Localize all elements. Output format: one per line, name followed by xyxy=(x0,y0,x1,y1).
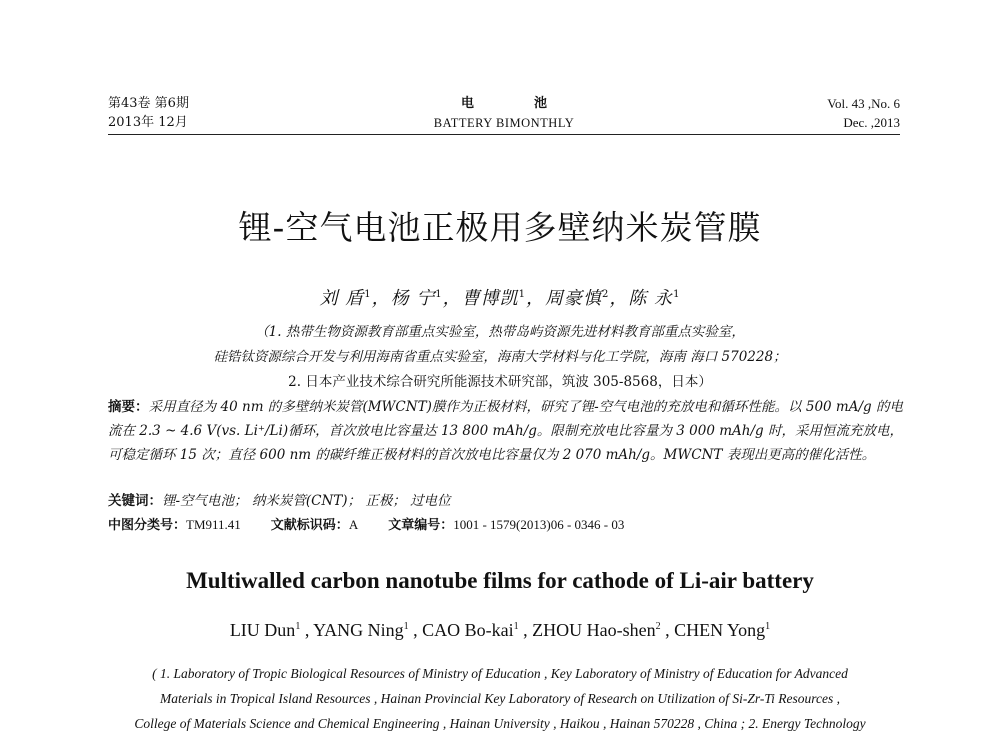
author-name: 曹博凯 xyxy=(461,288,519,309)
affiliation-mark: 1 xyxy=(364,289,372,300)
clc-label: 中图分类号： xyxy=(108,518,187,533)
paper-title-cn: 锂-空气电池正极用多壁纳米炭管膜 xyxy=(238,208,762,247)
publication-date-en: Dec. ,2013 xyxy=(843,115,900,130)
author-list-en: LIU Dun$^1$ , YANG Ning$^1$ , CAO Bo-kai$^1$ , ZHOU Hao-shen$^2$ , CHEN Yong$^1$ xyxy=(229,620,771,640)
volume-issue-en: Vol. 43 ,No. 6 xyxy=(827,96,900,111)
affiliation-mark: 2 xyxy=(602,289,610,300)
affiliation-mark: 1 xyxy=(295,621,301,632)
author-list-cn: 刘 盾$^1$，杨 宁$^1$，曹博凯$^1$，周豪慎$^2$，陈 永$^1$ xyxy=(319,288,681,309)
affiliation-mark: 1 xyxy=(513,621,519,632)
author-name: 刘 盾 xyxy=(319,288,365,309)
abstract-cn xyxy=(108,395,903,467)
journal-name-en: BATTERY BIMONTHLY xyxy=(433,116,575,130)
affiliation-mark: 1 xyxy=(518,289,527,300)
affiliation-cn-line: 2. 日本产业技术综合研究所能源技术研究部，筑波 305-8568，日本） xyxy=(288,374,712,390)
journal-name-cn: 电池 xyxy=(460,96,607,111)
volume-issue: 第43卷 第6期 xyxy=(108,96,189,111)
clc-value: TM911.41 xyxy=(186,517,241,532)
affiliation-en-line: Materials in Tropical Island Resources , Hainan Provincial Key Laboratory of Research on Utilization of Si-Zr-Ti Resources , xyxy=(159,691,841,706)
author-name: 陈 永 xyxy=(628,288,674,309)
doc-code-label: 文献标识码： xyxy=(270,518,349,533)
article-number-label: 文章编号： xyxy=(388,518,454,533)
author-name: CAO Bo-kai xyxy=(422,620,514,640)
affiliation-mark: 1 xyxy=(435,289,443,300)
keywords-label: 关键词： xyxy=(108,493,162,509)
classification-line xyxy=(108,514,624,533)
abstract-label: 摘要： xyxy=(108,399,149,415)
affiliation-mark: 1 xyxy=(765,621,771,632)
affiliation-cn-line: （1. 热带生物资源教育部重点实验室，热带岛屿资源先进材料教育部重点实验室， xyxy=(255,324,745,340)
affiliation-en-line: ( 1. Laboratory of Tropic Biological Resources of Ministry of Education , Key Laboratory of Ministry of Education for Advanced xyxy=(152,666,848,681)
journal-header xyxy=(108,96,900,135)
author-name: 周豪慎 xyxy=(545,288,603,309)
keywords-text: 锂-空气电池； 纳米炭管(CNT)； 正极； 过电位 xyxy=(162,493,451,509)
doc-code-value: A xyxy=(348,517,359,532)
author-name: 杨 宁 xyxy=(390,288,436,309)
publication-date-cn: 2013年 12月 xyxy=(108,115,188,130)
affiliation-mark: 1 xyxy=(673,289,681,300)
paper-title-en: Multiwalled carbon nanotube films for cathode of Li-air battery xyxy=(186,568,814,593)
author-name: ZHOU Hao-shen xyxy=(532,620,656,640)
abstract-text: 采用直径为 40 nm 的多壁纳米炭管(MWCNT)膜作为正极材料，研究了锂-空气电池的充放电和循环性能。以 500 mA/g 的电流在 2.3 ~ 4.6 V(vs. Li⁺/Li)循环，首次放电比容量达 13 800 mAh/g。限制充放电比容量为 3 000 mAh/g 时，采用恒流充放电，可稳定循环 15 次；直径 600 nm 的碳纤维正极材料的首次放电比容量仅为 2 070 mAh/g。MWCNT 表现出更高的催化活性。 xyxy=(108,399,904,463)
article-number-value: 1001 - 1579(2013)06 - 0346 - 03 xyxy=(453,517,625,532)
keywords-cn xyxy=(108,489,451,509)
author-name: LIU Dun xyxy=(229,620,296,640)
affiliation-cn-line: 硅锆钛资源综合开发与利用海南省重点实验室，海南大学材料与化工学院，海南 海口 570228； xyxy=(213,349,787,365)
affiliation-mark: 2 xyxy=(655,621,661,632)
author-name: CHEN Yong xyxy=(674,620,766,640)
affiliation-mark: 1 xyxy=(403,621,409,632)
author-name: YANG Ning xyxy=(313,620,404,640)
affiliation-en-line: College of Materials Science and Chemical Engineering , Hainan University , Haikou , Hainan 570228 , China ; 2. Energy Technology xyxy=(134,716,866,731)
